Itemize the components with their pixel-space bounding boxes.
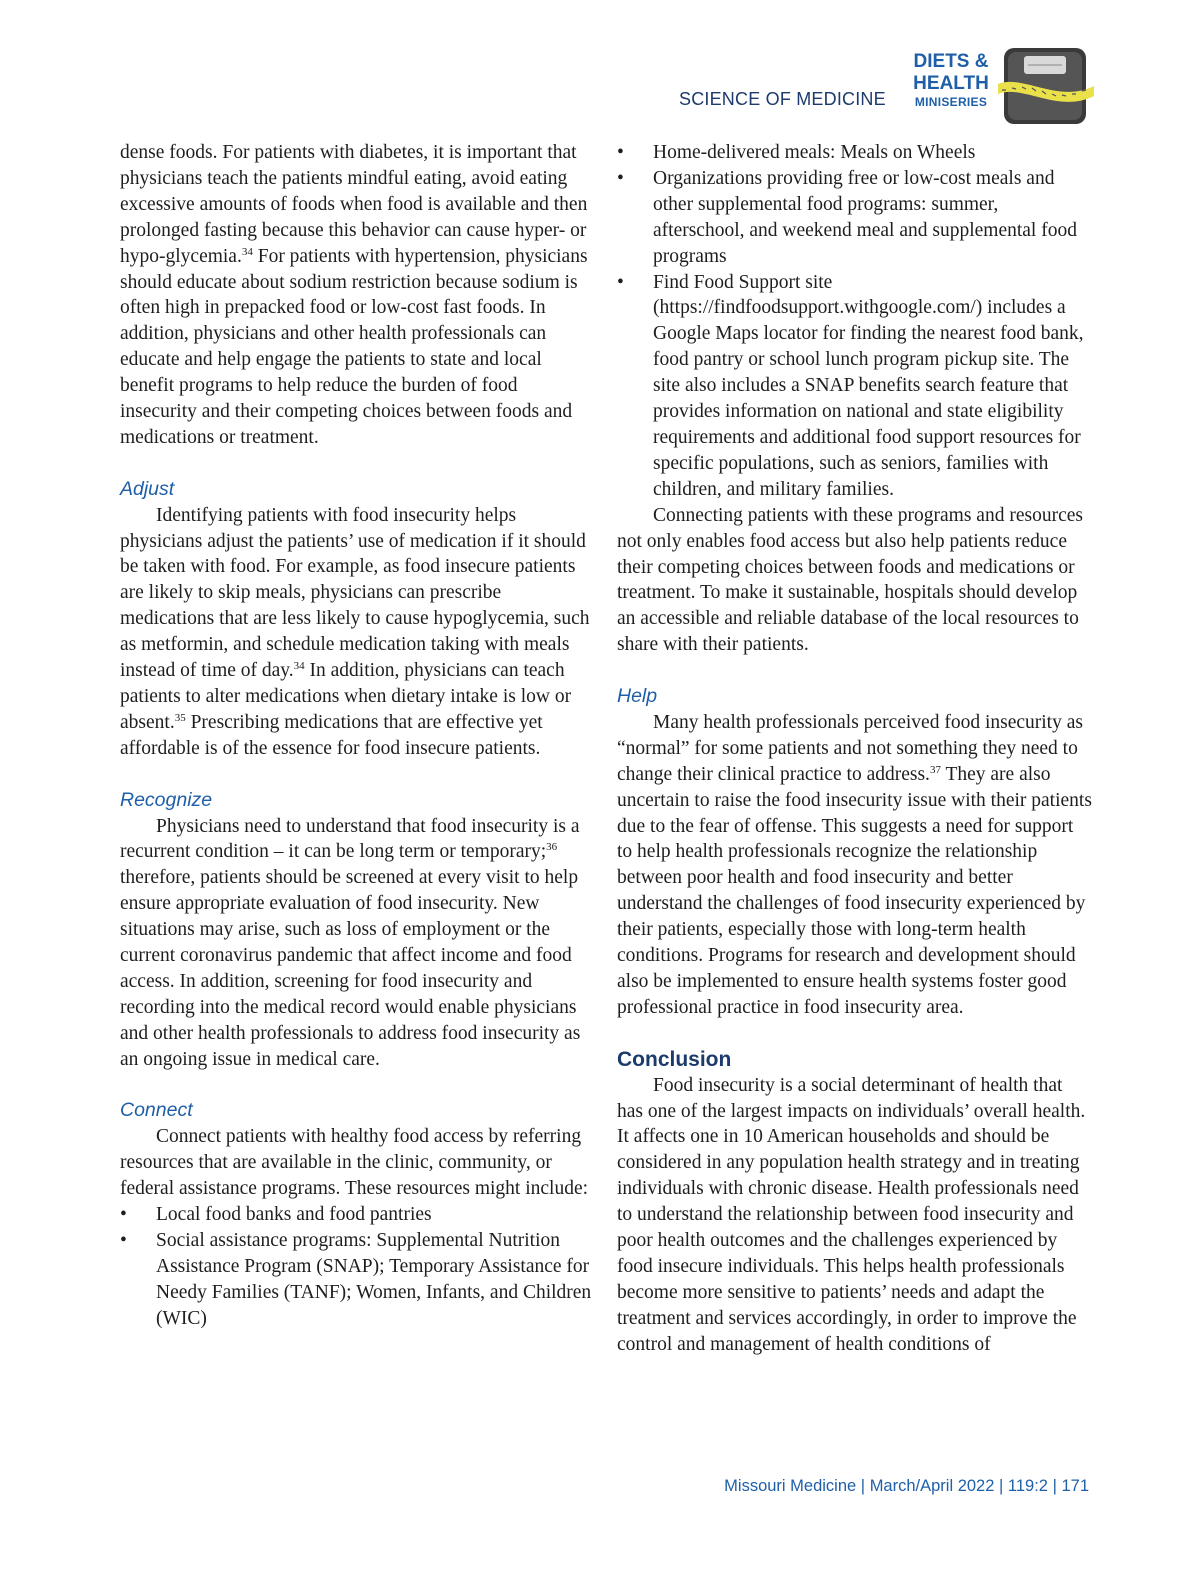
connect-paragraph: Connect patients with healthy food access by referring resources that are available in the clinic, community, or federal assistance programs. These resources might include: [120, 1126, 589, 1200]
list-item: • Home-delivered meals: Meals on Wheels [617, 140, 1093, 166]
section-label: SCIENCE OF MEDICINE [679, 89, 886, 109]
adjust-paragraph: Identifying patients with food insecurity helps physicians adjust the patients’ use of medication if it should be taken with food. For example, as food insecure patients are likely to skip meals, physicians can prescribe medications that are less likely to cause hypoglycemia, such as metformin, and schedule medication taking with meals instead of time of day.$^{34}$ In addition, physicians can teach patients to alter medications when dietary intake is low or absent.$^{35}$ Prescribing medications that are effective yet affordable is of the essence for food insecure patients. [120, 504, 590, 759]
list-item: • Social assistance programs: Supplemental Nutrition Assistance Program (SNAP); Temporary Assistance for Needy Families (TANF); Women, Infants, and Children (WIC) [120, 1230, 592, 1329]
list-item: • Find Food Support site (https://findfoodsupport.withgoogle.com/) includes a Google Maps locator for finding the nearest food bank, food pantry or school lunch program pickup site. The site also includes a SNAP benefits search feature that provides information on national and state eligibility requirements and additional food support resources for specific populations, such as seniors, families with children, and military families. [617, 271, 1084, 500]
page-footer: Missouri Medicine | March/April 2022 | 119:2 | 171 [724, 1477, 1089, 1495]
journal-name: Missouri Medicine [724, 1477, 857, 1495]
citation: 37 [929, 763, 941, 776]
logo-line-1: DIETS & [913, 51, 989, 72]
bullet-icon: • [617, 271, 624, 293]
left-column [120, 140, 596, 1332]
connect-continued-paragraph: Connecting patients with these programs and resources not only enables food access but also help patients reduce their competing choices between foods and medications or treatment. To make it sustainable, hospitals should develop an accessible and reliable database of the local resources to share with their patients. [617, 504, 1083, 656]
logo-line-2: HEALTH [913, 73, 989, 94]
issue-date: March/April 2022 [869, 1477, 995, 1495]
intro-paragraph: dense foods. For patients with diabetes, it is important that physicians teach the patients mindful eating, avoid eating excessive amounts of foods when food is available and then prolonged fasting because this behavior can cause hyper- or hypo-glycemia.$^{34}$ For patients with hypertension, physicians should educate about sodium restriction because sodium is often high in prepacked food or low-cost fast foods. In addition, physicians and other health professionals can educate and help engage the patients to state and local benefit programs to help reduce the burden of food insecurity and their competing choices between foods and medications or treatment. [120, 142, 588, 448]
bullet-icon: • [617, 142, 624, 163]
recognize-paragraph: Physicians need to understand that food insecurity is a recurrent condition – it can be long term or temporary;$^{36}$ therefore, patients should be screened at every visit to help ensure appropriate evaluation of food insecurity. New situations may arise, such as loss of employment or the current coronavirus pandemic that affect income and food access. In addition, screening for food insecurity and recording into the medical record would enable physicians and other health professionals to address food insecurity as an ongoing issue in medical care. [120, 815, 581, 1070]
help-paragraph: Many health professionals perceived food insecurity as “normal” for some patients and not something they need to change their clinical practice to address.$^{37}$ They are also uncertain to raise the food insecurity issue with their patients due to the fear of offense. This suggests a need for support to help health professionals recognize the relationship between poor health and food insecurity and better understand the challenges of food insecurity experienced by their patients, especially those with long-term health conditions. Programs for research and development should also be implemented to ensure health systems foster good professional practice in food insecurity area. [617, 711, 1092, 1018]
bullet-icon: • [120, 1230, 127, 1252]
help-heading: Help [617, 685, 658, 708]
list-item: • Organizations providing free or low-cost meals and other supplemental food programs: summer, afterschool, and weekend meal and supplemental food programs [617, 167, 1077, 267]
logo-line-3: MINISERIES [914, 95, 988, 109]
conclusion-paragraph: Food insecurity is a social determinant of health that has one of the largest impacts on individuals’ overall health. It affects one in 10 American households and should be considered in any population health strategy and in treating individuals with chronic disease. Health professionals need to understand the relationship between food insecurity and poor health outcomes and the challenges experienced by food insecure individuals. This helps health professionals become more sensitive to patients’ needs and adapt the treatment and services accordingly, in order to improve the control and management of health conditions of [617, 1074, 1086, 1355]
citation: 35 [174, 711, 186, 724]
citation: 34 [293, 660, 305, 673]
resource-list [120, 1202, 596, 1332]
right-column [617, 140, 1093, 1358]
citation: 36 [546, 841, 558, 854]
bullet-icon: • [120, 1204, 127, 1226]
resource-list-continued [617, 140, 1093, 503]
page-number: 171 [1061, 1477, 1089, 1495]
volume: 119:2 [1007, 1477, 1048, 1495]
logo-text [910, 50, 992, 108]
recognize-heading: Recognize [120, 788, 213, 811]
list-item: • Local food banks and food pantries [120, 1202, 596, 1228]
citation: 34 [241, 245, 253, 258]
adjust-heading: Adjust [120, 477, 175, 500]
connect-heading: Connect [120, 1099, 193, 1122]
bullet-icon: • [617, 167, 624, 189]
series-logo [910, 50, 1095, 125]
conclusion-heading: Conclusion [617, 1047, 732, 1071]
bathroom-scale-icon [998, 44, 1094, 128]
